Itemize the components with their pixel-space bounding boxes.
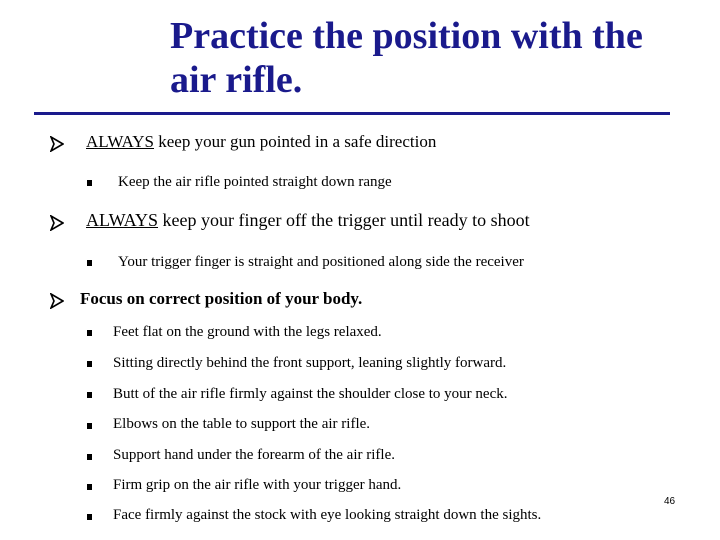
arrow-bullet-icon	[50, 215, 64, 231]
square-bullet-icon	[87, 514, 92, 520]
bullet-3-sub-4: Elbows on the table to support the air rifle.	[113, 416, 371, 432]
bullet-2-sub: Your trigger finger is straight and positioned along side the receiver	[118, 254, 524, 270]
bullet-1-keyword: ALWAYS	[86, 132, 155, 151]
bullet-3-sub-7: Face firmly against the stock with eye looking straight down the sights.	[113, 507, 542, 523]
bullet-2-text	[86, 210, 530, 231]
slide-title-line-1: Practice the position with the	[170, 15, 643, 57]
square-bullet-icon	[87, 260, 92, 266]
slide-title	[170, 14, 710, 102]
square-bullet-icon	[87, 330, 92, 336]
bullet-1-sub: Keep the air rifle pointed straight down range	[118, 174, 392, 190]
title-divider	[34, 112, 670, 115]
bullet-1-rest: keep your gun pointed in a safe direction	[154, 132, 437, 151]
arrow-bullet-icon	[50, 136, 64, 152]
bullet-2-keyword: ALWAYS	[86, 210, 159, 230]
square-bullet-icon	[87, 361, 92, 367]
bullet-3-sub-2: Sitting directly behind the front support, leaning slightly forward.	[113, 355, 507, 371]
page-number: 46	[664, 496, 676, 507]
bullet-1-text	[86, 132, 436, 152]
bullet-3-sub-6: Firm grip on the air rifle with your trigger hand.	[113, 477, 402, 493]
square-bullet-icon	[87, 454, 92, 460]
bullet-2-rest: keep your finger off the trigger until ready to shoot	[158, 210, 530, 230]
bullet-3-sub-3: Butt of the air rifle firmly against the shoulder close to your neck.	[113, 386, 508, 402]
arrow-bullet-icon	[50, 293, 64, 309]
square-bullet-icon	[87, 392, 92, 398]
square-bullet-icon	[87, 484, 92, 490]
square-bullet-icon	[87, 423, 92, 429]
slide-title-line-2: air rifle.	[170, 59, 303, 101]
square-bullet-icon	[87, 180, 92, 186]
bullet-3-sub-5: Support hand under the forearm of the air rifle.	[113, 447, 395, 463]
bullet-3-sub-1: Feet flat on the ground with the legs relaxed.	[113, 324, 382, 340]
bullet-3-heading: Focus on correct position of your body.	[80, 289, 363, 308]
